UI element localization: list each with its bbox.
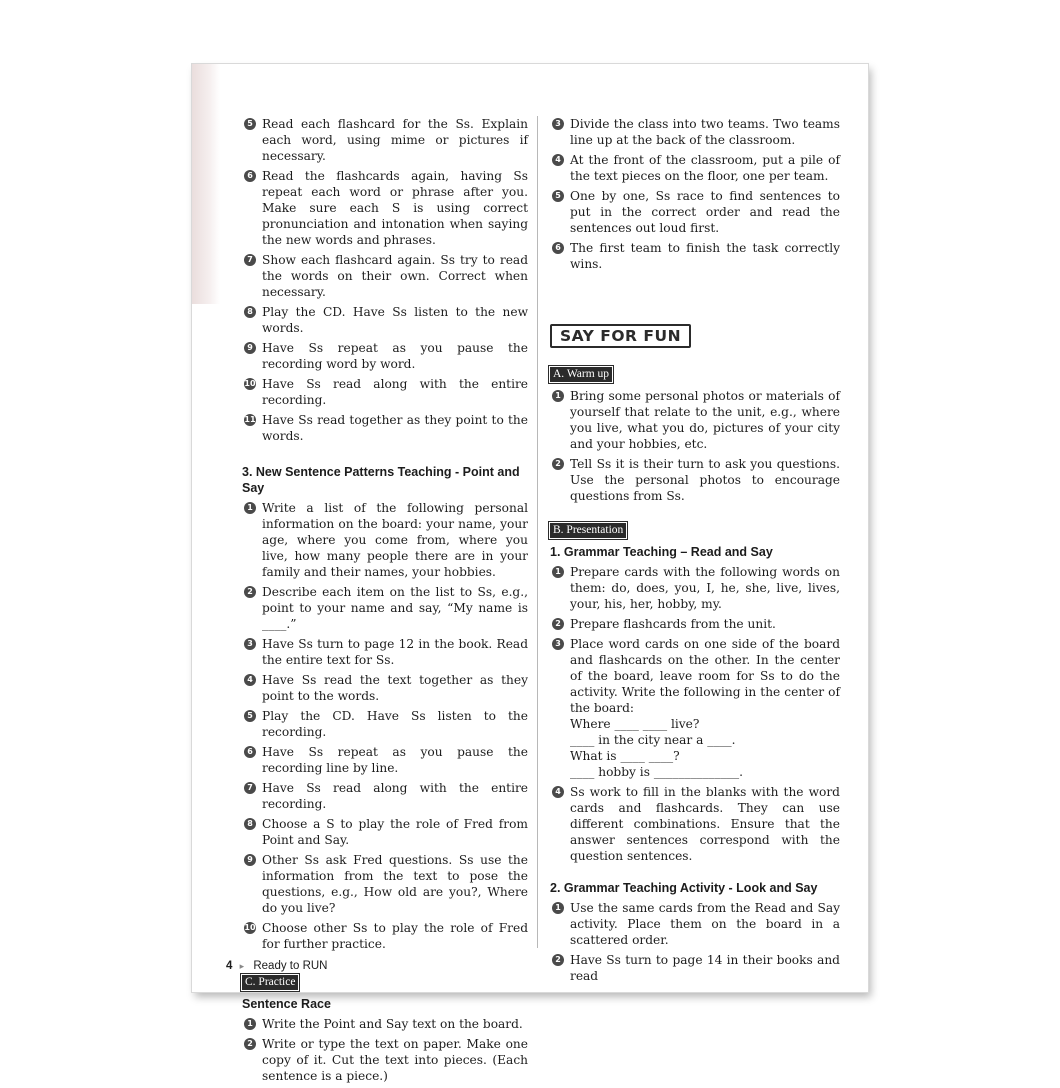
step-number-icon: 9 (244, 854, 256, 866)
step-number-icon: 7 (244, 254, 256, 266)
step-number-icon: 6 (244, 170, 256, 182)
step-text: Choose other Ss to play the role of Fred for further practice. (262, 921, 528, 951)
step-text: Write or type the text on paper. Make one copy of it. Cut the text into pieces. (Each sentence is a piece.) (262, 1037, 528, 1083)
list-item (242, 412, 528, 444)
step-number-icon: 11 (244, 415, 256, 424)
step-text: Divide the class into two teams. Two teams line up at the back of the classroom. (570, 117, 840, 147)
page-footer (226, 960, 327, 972)
list-item (242, 708, 528, 740)
step-text: Have Ss turn to page 12 in the book. Read the entire text for Ss. (262, 637, 528, 667)
list-item (550, 616, 840, 632)
step-number-icon: 5 (244, 118, 256, 130)
step-text: Read the flashcards again, having Ss repeat each word or phrase after you. Make sure each S is using correct pronunciation and intonation when saying the new words and phrases. (262, 169, 528, 247)
list-item (242, 852, 528, 916)
step-text: Write the Point and Say text on the board. (262, 1017, 523, 1031)
step-number-icon: 1 (552, 390, 564, 402)
step-number-icon: 2 (552, 954, 564, 966)
step-text: Have Ss repeat as you pause the recording word by word. (262, 341, 528, 371)
step-number-icon: 2 (552, 618, 564, 630)
step-number-icon: 1 (244, 1018, 256, 1030)
list-item (550, 116, 840, 148)
say-for-fun-banner: SAY FOR FUN (550, 324, 691, 348)
section-3-heading: 3. New Sentence Patterns Teaching - Point and Say (242, 465, 520, 495)
sentence-race-steps-continued-list (550, 116, 840, 272)
list-item (242, 252, 528, 300)
list-item (550, 900, 840, 948)
list-item (550, 784, 840, 864)
step-text: Read each flashcard for the Ss. Explain each word, using mime or pictures if necessary. (262, 117, 528, 163)
list-item (242, 1016, 528, 1032)
list-item (242, 584, 528, 632)
list-item (550, 240, 840, 272)
step-text: One by one, Ss race to find sentences to put in the correct order and read the sentences out loud first. (570, 189, 840, 235)
footer-separator-icon: ▸ (239, 961, 245, 971)
page-edge-decoration (192, 64, 220, 304)
list-item (242, 920, 528, 952)
step-number-icon: 1 (244, 502, 256, 514)
list-item (550, 456, 840, 504)
step-number-icon: 2 (244, 586, 256, 598)
step-text: Write a list of the following personal information on the board: your name, your age, where you come from, where you live, how many people there are in your family and their names, your hobbies. (262, 501, 528, 579)
grammar-teaching-1-heading: 1. Grammar Teaching – Read and Say (550, 545, 773, 559)
step-text: The first team to finish the task correctly wins. (570, 241, 840, 271)
step-number-icon: 10 (244, 923, 256, 932)
list-item (242, 116, 528, 164)
list-item (242, 672, 528, 704)
step-number-icon: 4 (552, 154, 564, 166)
list-item (242, 304, 528, 336)
list-item (550, 636, 840, 780)
step-text: Have Ss turn to page 14 in their books and read (570, 953, 840, 983)
step-text: Have Ss repeat as you pause the recording line by line. (262, 745, 528, 775)
step-number-icon: 8 (244, 306, 256, 318)
step-text: At the front of the classroom, put a pile of the text pieces on the floor, one per team. (570, 153, 840, 183)
step-number-icon: 3 (552, 638, 564, 650)
step-number-icon: 5 (552, 190, 564, 202)
step-text: Play the CD. Have Ss listen to the recording. (262, 709, 528, 739)
step-number-icon: 7 (244, 782, 256, 794)
step-text: Have Ss read together as they point to the words. (262, 413, 528, 443)
sentence-race-steps-list (242, 1016, 528, 1084)
step-number-icon: 2 (552, 458, 564, 470)
step-text: Choose a S to play the role of Fred from Point and Say. (262, 817, 528, 847)
step-number-icon: 4 (552, 786, 564, 798)
step-number-icon: 3 (244, 638, 256, 650)
book-page (192, 64, 868, 1083)
list-item (242, 636, 528, 668)
step-text: Show each flashcard again. Ss try to read the words on their own. Correct when necessary. (262, 253, 528, 299)
list-item (550, 952, 840, 984)
book-title: Ready to RUN (253, 960, 328, 972)
list-item (242, 1036, 528, 1084)
list-item (242, 744, 528, 776)
fill-in-line: What is ____ ____? (570, 749, 680, 763)
step-text: Prepare cards with the following words on them: do, does, you, I, he, she, live, lives, your, his, her, hobby, my. (570, 565, 840, 611)
step-number-icon: 6 (552, 242, 564, 254)
step-number-icon: 1 (552, 902, 564, 914)
step-text: Play the CD. Have Ss listen to the new words. (262, 305, 528, 335)
list-item (242, 780, 528, 812)
step-number-icon: 1 (552, 566, 564, 578)
list-item (550, 188, 840, 236)
warm-up-section-tag: A. Warm up (550, 367, 612, 382)
grammar-teaching-2-heading: 2. Grammar Teaching Activity - Look and Say (550, 881, 818, 895)
list-item (242, 500, 528, 580)
presentation-section-tag: B. Presentation (550, 523, 626, 538)
sentence-patterns-steps-list (242, 500, 528, 952)
step-text: Use the same cards from the Read and Say activity. Place them on the board in a scattered order. (570, 901, 840, 947)
list-item (242, 816, 528, 848)
fill-in-line: ____ in the city near a ____. (570, 733, 736, 747)
step-number-icon: 3 (552, 118, 564, 130)
step-number-icon: 6 (244, 746, 256, 758)
step-text: Tell Ss it is their turn to ask you questions. Use the personal photos to encourage questions from Ss. (570, 457, 840, 503)
step-text: Bring some personal photos or materials of yourself that relate to the unit, e.g., where you live, what you do, pictures of your city and your hobbies, etc. (570, 389, 840, 451)
list-item (550, 152, 840, 184)
step-text: Have Ss read the text together as they point to the words. (262, 673, 528, 703)
step-text: Have Ss read along with the entire recording. (262, 781, 528, 811)
warm-up-steps-list (550, 388, 840, 504)
list-item (550, 388, 840, 452)
page-number: 4 (226, 960, 233, 972)
column-divider (537, 116, 538, 948)
step-number-icon: 9 (244, 342, 256, 354)
practice-section-tag: C. Practice (242, 975, 298, 990)
sentence-race-heading: Sentence Race (242, 997, 331, 1011)
fill-in-line: Where ____ ____ live? (570, 717, 700, 731)
step-text: Have Ss read along with the entire recording. (262, 377, 528, 407)
list-item (550, 564, 840, 612)
step-text: Describe each item on the list to Ss, e.g., point to your name and say, “My name is ____.” (262, 585, 528, 631)
step-number-icon: 10 (244, 379, 256, 388)
step-number-icon: 2 (244, 1038, 256, 1050)
fill-in-line: ____ hobby is ______________. (570, 765, 744, 779)
step-text: Ss work to fill in the blanks with the word cards and flashcards. They can use different combinations. Ensure that the answer sentences correspond with the question sentences. (570, 785, 840, 863)
step-text: Other Ss ask Fred questions. Ss use the information from the text to pose the questions, e.g., How old are you?, Where do you live? (262, 853, 528, 915)
list-item (242, 376, 528, 408)
step-number-icon: 5 (244, 710, 256, 722)
step-text: Place word cards on one side of the board and flashcards on the other. In the center of the board, leave room for Ss to do the activity. Write the following in the center of the board: (570, 637, 840, 715)
list-item (242, 340, 528, 372)
step-number-icon: 4 (244, 674, 256, 686)
step-number-icon: 8 (244, 818, 256, 830)
step-text: Prepare flashcards from the unit. (570, 617, 776, 631)
look-and-say-steps-list (550, 900, 840, 984)
vocab-steps-list (242, 116, 528, 444)
right-column (550, 116, 840, 988)
left-column (239, 116, 528, 1088)
list-item (242, 168, 528, 248)
